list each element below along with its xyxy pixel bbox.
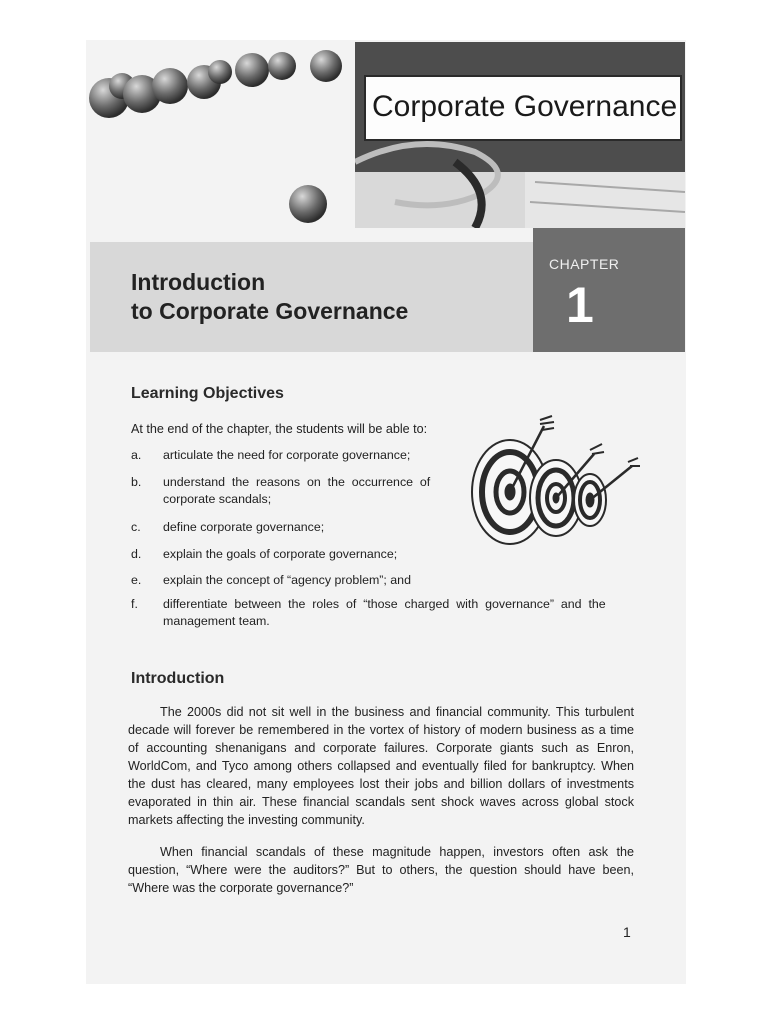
chapter-title-line2: to Corporate Governance <box>131 298 409 324</box>
learning-objectives-heading: Learning Objectives <box>131 385 284 402</box>
introduction-heading: Introduction <box>131 670 225 687</box>
chapter-title <box>131 268 408 326</box>
banner-title: Corporate Governance <box>372 90 678 123</box>
chapter-number: 1 <box>566 277 594 333</box>
target-arrows-icon <box>462 414 642 554</box>
introduction-paragraph-1: The 2000s did not sit well in the business and financial community. This turbulent decade will forever be remembered in the vortex of history of modern business as a time of accounting shenanigans and corporate failures. Corporate giants such as Enron, WorldCom, and Tyco among others collapsed and eventually filed for bankruptcy. When the dust has cleared, many employees lost their jobs and billion dollars of investments evaporated in thin air. These financial scandals sent shock waves across global stock markets affecting the investing community. <box>128 705 634 827</box>
list-item: f. differentiate between the roles of “those charged with governance” and the management team. <box>131 597 606 628</box>
introduction-paragraph-2: When financial scandals of these magnitude happen, investors often ask the question, “Where were the auditors?” But to others, the question should have been, “Where was the corporate governance?” <box>128 845 634 895</box>
chapter-title-line1: Introduction <box>131 269 266 295</box>
objectives-intro: At the end of the chapter, the students will be able to: <box>131 422 428 436</box>
page-number: 1 <box>623 924 631 940</box>
chapter-label: CHAPTER <box>549 256 620 272</box>
list-item: b. understand the reasons on the occurrence of corporate scandals; <box>131 475 431 506</box>
chapter-box <box>533 228 685 352</box>
decorative-balls-icon <box>84 42 354 232</box>
